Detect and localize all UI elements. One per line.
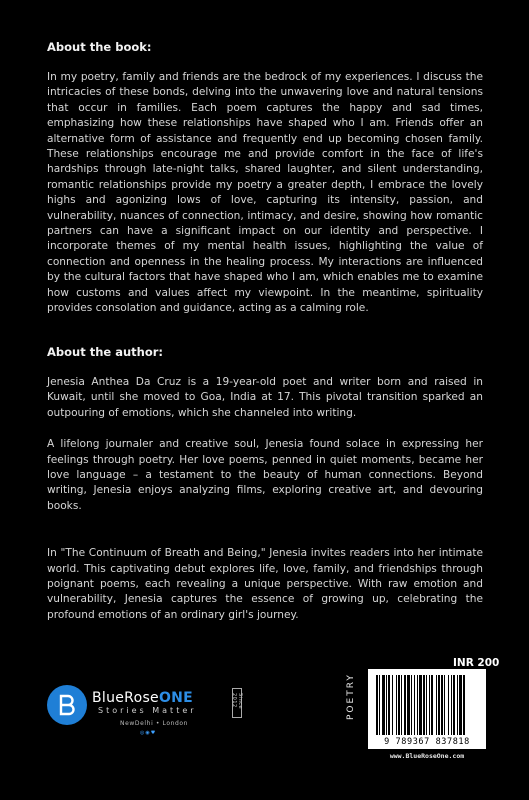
barcode-bar <box>379 675 380 735</box>
publisher-since-badge: Since 2012 <box>232 688 242 718</box>
barcode-bar <box>457 675 458 735</box>
barcode-bar <box>441 675 443 735</box>
barcode-bar <box>417 675 418 735</box>
publisher-tagline: Stories Matter <box>98 706 197 715</box>
barcode-bar <box>396 675 397 735</box>
barcode-bar <box>459 675 462 735</box>
barcode-bar <box>388 675 390 735</box>
social-icons: ◎◉♥ <box>140 730 157 736</box>
barcode-bar <box>414 675 415 735</box>
barcode-bar <box>453 675 455 735</box>
b-letter-icon <box>55 693 79 717</box>
barcode-bar <box>436 675 437 735</box>
isbn-number: 9 789367 837818 <box>384 737 470 747</box>
barcode-bar <box>419 675 422 735</box>
barcode-bar <box>451 675 452 735</box>
publisher-logo-mark <box>47 685 87 725</box>
barcode-icon <box>368 673 486 739</box>
barcode-bar <box>423 675 425 735</box>
barcode-bar <box>411 675 412 735</box>
barcode-bar <box>431 675 433 735</box>
barcode-bar <box>401 675 402 735</box>
barcode-bar <box>438 675 440 735</box>
barcode-bar <box>386 675 387 735</box>
author-bio-paragraph-1: Jenesia Anthea Da Cruz is a 19-year-old poet and writer born and raised in Kuwait, until she moved to Goa, India at 17. This pivotal transition sparked an outpouring of emotions, which she channeled into writing. <box>47 376 483 419</box>
barcode-bar <box>429 675 430 735</box>
isbn-barcode <box>368 669 486 749</box>
barcode-bar <box>407 675 410 735</box>
about-book-section <box>47 40 483 317</box>
barcode-bar <box>376 675 378 735</box>
barcode-bar <box>382 675 385 735</box>
barcode-bar <box>426 675 427 735</box>
price-label: INR 200 <box>453 657 500 669</box>
about-book-heading: About the book: <box>47 40 152 54</box>
publisher-name: BlueRoseONE <box>92 690 194 706</box>
about-author-section <box>47 345 483 623</box>
barcode-bar <box>398 675 400 735</box>
author-bio-paragraph-2: A lifelong journaler and creative soul, Jenesia found solace in expressing her feelings through poetry. Her love poems, penned in quiet moments, became her love language – a testament to the beauty of human connections. Beyond writing, Jenesia enjoys analyzing films, exploring creative art, and devouring books. <box>47 438 483 512</box>
barcode-bar <box>444 675 445 735</box>
barcode-bar <box>448 675 449 735</box>
barcode-bar <box>463 675 465 735</box>
barcode-bar <box>392 675 393 735</box>
publisher-website: www.BlueRoseOne.com <box>389 752 465 760</box>
book-summary-paragraph: In "The Continuum of Breath and Being," Jenesia invites readers into her intimate world. This captivating debut explores life, love, family, and friendships through poignant poems, each revealing a unique perspective. With raw emotion and vulnerability, Jenesia captures the essence of growing up, celebrating the profound emotions of an ordinary girl's journey. <box>47 547 483 621</box>
about-author-heading: About the author: <box>47 345 164 359</box>
barcode-bar <box>404 675 406 735</box>
about-book-text: In my poetry, family and friends are the bedrock of my experiences. I discuss the intricacies of these bonds, delving into the unwavering love and natural tensions that occur in families. Each poem captures the happy and sad times, emphasizing how these relationships have shaped who I am. Friends offer an alternative form of assistance and frequently end up becoming chosen family. These relationships encourage me and provide comfort in the face of life's hardships through late-night talks, shared laughter, and silent understanding, romantic relationships provide my poetry a greater depth, I embrace the lovely highs and agonizing lows of love, capturing its intensity, passion, and vulnerability, nuances of connection, intimacy, and desire, showing how romantic partners can have a significant impact on our identity and perspective. I incorporate themes of my mental health issues, highlighting the value of connection and openness in the healing process. My interactions are influenced by the cultural factors that have shaped who I am, which enables me to examine how customs and values affect my viewpoint. In the meantime, spirituality provides consolation and guidance, acting as a calming role. <box>47 71 483 315</box>
publisher-cities: NewDelhi • London <box>120 720 189 727</box>
genre-label: POETRY <box>346 673 356 720</box>
